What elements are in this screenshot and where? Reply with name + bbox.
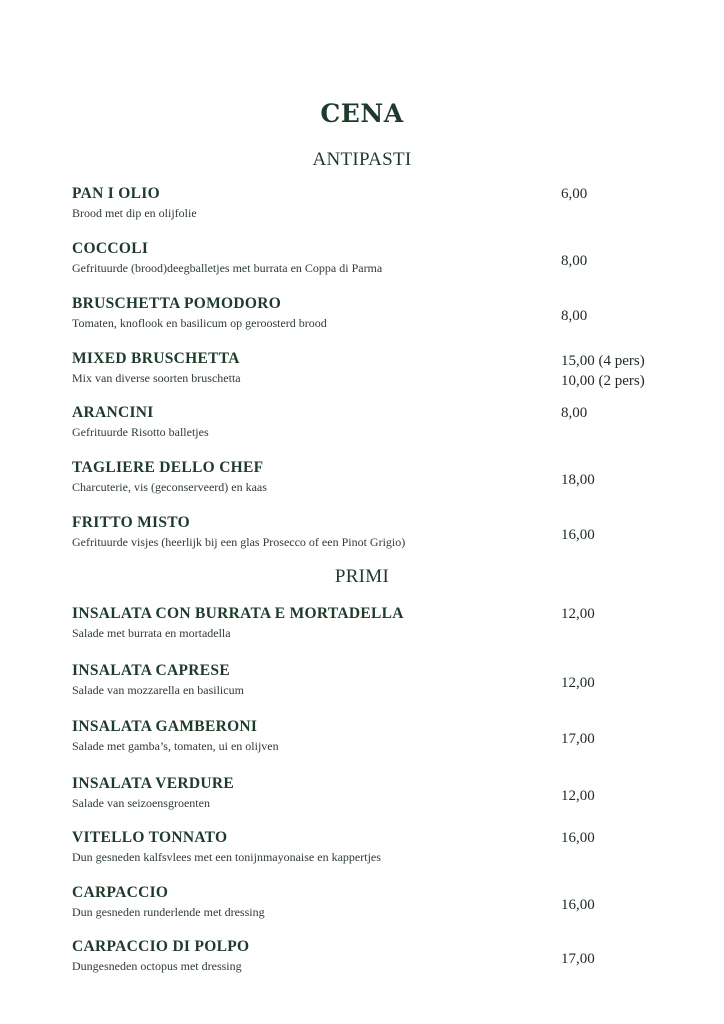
menu-item-mixed-bruschetta	[72, 350, 712, 390]
item-price: 6,00	[561, 186, 588, 202]
item-description: Gefrituurde Risotto balletjes	[72, 425, 209, 439]
item-name: PAN I OLIO	[72, 185, 160, 202]
item-description: Charcuterie, vis (geconserveerd) en kaas	[72, 480, 267, 494]
item-price: 16,00	[561, 830, 595, 846]
menu-item-fritto-misto	[72, 514, 712, 554]
item-name: CARPACCIO DI POLPO	[72, 938, 250, 955]
item-price: 8,00	[561, 308, 588, 324]
item-name: INSALATA CAPRESE	[72, 662, 230, 679]
item-name: INSALATA VERDURE	[72, 775, 234, 792]
section-title-antipasti: ANTIPASTI	[312, 149, 412, 170]
item-name: FRITTO MISTO	[72, 514, 191, 531]
item-description: Gefrituurde (brood)deegballetjes met burrata en Coppa di Parma	[72, 261, 383, 275]
menu-item-vitello-tonnato	[72, 829, 712, 869]
item-name: TAGLIERE DELLO CHEF	[72, 459, 264, 476]
item-description: Salade met burrata en mortadella	[72, 626, 231, 640]
item-description: Dun gesneden kalfsvlees met een tonijnmayonaise en kappertjes	[72, 850, 381, 864]
menu-item-carpaccio-di-polpo	[72, 938, 712, 978]
item-description: Dungesneden octopus met dressing	[72, 959, 242, 973]
menu-item-bruschetta-pomodoro	[72, 295, 712, 335]
item-name: ARANCINI	[72, 404, 154, 421]
item-price: 16,00	[561, 897, 595, 913]
item-price-group	[561, 351, 645, 391]
menu-item-insalata-verdure	[72, 775, 712, 815]
item-name: COCCOLI	[72, 240, 149, 257]
item-price: 16,00	[561, 527, 595, 543]
menu-item-pan-i-olio	[72, 185, 712, 225]
menu-title: CENA	[320, 99, 404, 128]
item-name: INSALATA GAMBERONI	[72, 718, 258, 735]
menu-item-carpaccio	[72, 884, 712, 924]
menu-item-tagliere-dello-chef	[72, 459, 712, 499]
item-price-4-pers: 15,00 (4 pers)	[561, 353, 645, 369]
item-description: Dun gesneden runderlende met dressing	[72, 905, 265, 919]
section-title-primi: PRIMI	[334, 566, 390, 587]
item-description: Salade met gamba’s, tomaten, ui en olijven	[72, 739, 279, 753]
item-price: 17,00	[561, 731, 595, 747]
item-name: CARPACCIO	[72, 884, 169, 901]
item-name: MIXED BRUSCHETTA	[72, 350, 240, 367]
item-description: Salade van mozzarella en basilicum	[72, 683, 244, 697]
menu-item-insalata-caprese	[72, 662, 712, 702]
item-price-2-pers: 10,00 (2 pers)	[561, 373, 645, 389]
item-description: Mix van diverse soorten bruschetta	[72, 371, 241, 385]
item-price: 12,00	[561, 606, 595, 622]
item-name: INSALATA CON BURRATA E MORTADELLA	[72, 605, 404, 622]
item-description: Tomaten, knoflook en basilicum op geroosterd brood	[72, 316, 327, 330]
item-price: 17,00	[561, 951, 595, 967]
item-price: 18,00	[561, 472, 595, 488]
item-price: 8,00	[561, 405, 588, 421]
item-name: BRUSCHETTA POMODORO	[72, 295, 282, 312]
menu-item-insalata-con-burrata-e-mortadella	[72, 605, 712, 645]
item-price: 8,00	[561, 253, 588, 269]
item-description: Gefrituurde visjes (heerlijk bij een glas Prosecco of een Pinot Grigio)	[72, 535, 406, 549]
item-description: Salade van seizoensgroenten	[72, 796, 210, 810]
item-description: Brood met dip en olijfolie	[72, 206, 197, 220]
menu-item-insalata-gamberoni	[72, 718, 712, 758]
item-price: 12,00	[561, 675, 595, 691]
item-price: 12,00	[561, 788, 595, 804]
item-name: VITELLO TONNATO	[72, 829, 228, 846]
menu-item-coccoli	[72, 240, 712, 280]
menu-item-arancini	[72, 404, 712, 444]
